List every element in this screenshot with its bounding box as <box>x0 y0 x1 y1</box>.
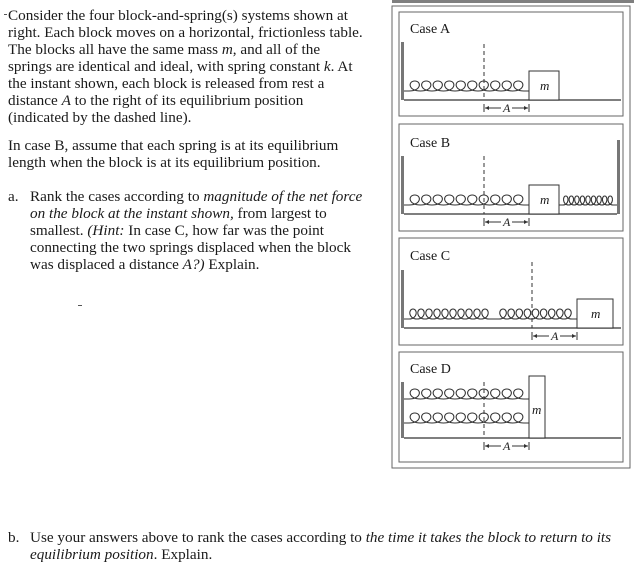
case-d-upper-spring <box>404 389 529 399</box>
question-b-emphasis: the time it takes the block to return to its equilibrium position <box>30 529 612 563</box>
question-b-text <box>30 529 628 563</box>
case-d-mass-label: m <box>532 402 542 417</box>
spring-systems-figure <box>390 0 634 470</box>
case-d-lower-spring <box>404 413 529 423</box>
case-a-spring <box>404 81 529 91</box>
hint-text: In case C, how far was the point connecting the two springs displaced when the block was displaced a distance <box>30 222 351 273</box>
case-d-label: Case D <box>410 362 451 377</box>
case-b-left-wall <box>401 156 404 214</box>
intro-text-1: Consider the four block-and-spring(s) systems shown at right. Each block moves on a horizontal, frictionless table. The blocks all have the same mass <box>8 7 363 58</box>
question-a-label: a. <box>8 188 19 205</box>
amplitude-symbol: A <box>61 92 71 109</box>
mass-symbol: m <box>221 41 233 58</box>
question-b-text-1: Use your answers above to rank the cases according to <box>30 529 366 546</box>
case-c-first-spring <box>404 309 494 319</box>
question-a-text <box>30 188 368 273</box>
case-b-left-spring <box>404 195 529 205</box>
question-b-text-2: . Explain. <box>153 546 213 563</box>
case-c-displacement-label: A <box>551 329 559 343</box>
case-c-label: Case C <box>410 249 451 264</box>
case-a-mass-label: m <box>540 78 550 93</box>
hint-amplitude: A?) <box>182 256 205 273</box>
intro-text-4: to the right of its equilibrium position (indicated by the dashed line). <box>8 92 304 126</box>
intro-text-2: , and all of the springs are identical and ideal, with spring constant <box>8 41 324 75</box>
question-a-emphasis: magnitude of the net force on the block at the instant shown, <box>30 188 363 222</box>
case-b-mass-label: m <box>540 192 550 207</box>
case-c-second-spring <box>494 309 577 319</box>
spring-constant-symbol: k <box>323 58 331 75</box>
intro-paragraph <box>8 7 363 126</box>
case-a-label: Case A <box>410 22 451 37</box>
question-a-text-1: Rank the cases according to <box>30 188 204 205</box>
hint-label: (Hint: <box>87 222 125 239</box>
question-a-text-3: Explain. <box>204 256 260 273</box>
stray-mark <box>4 14 7 15</box>
case-a-wall <box>401 42 404 100</box>
case-a-displacement-label: A <box>503 101 511 115</box>
question-a-text-2: from largest to smallest. <box>30 205 327 239</box>
case-d-displacement-label: A <box>503 439 511 453</box>
case-b-right-spring <box>559 196 617 205</box>
case-b-note: In case B, assume that each spring is at its equilibrium length when the block is at its equilibrium position. <box>8 137 339 171</box>
stray-mark <box>78 305 82 306</box>
question-b-label: b. <box>8 529 20 546</box>
case-b-right-wall <box>617 140 620 214</box>
case-c-wall <box>401 270 404 328</box>
case-b-displacement-label: A <box>503 215 511 229</box>
case-d-wall <box>401 382 404 438</box>
case-c-mass-label: m <box>591 306 601 321</box>
case-b-label: Case B <box>410 136 451 151</box>
intro-text-3: . At the instant shown, each block is released from rest a distance <box>8 58 353 109</box>
